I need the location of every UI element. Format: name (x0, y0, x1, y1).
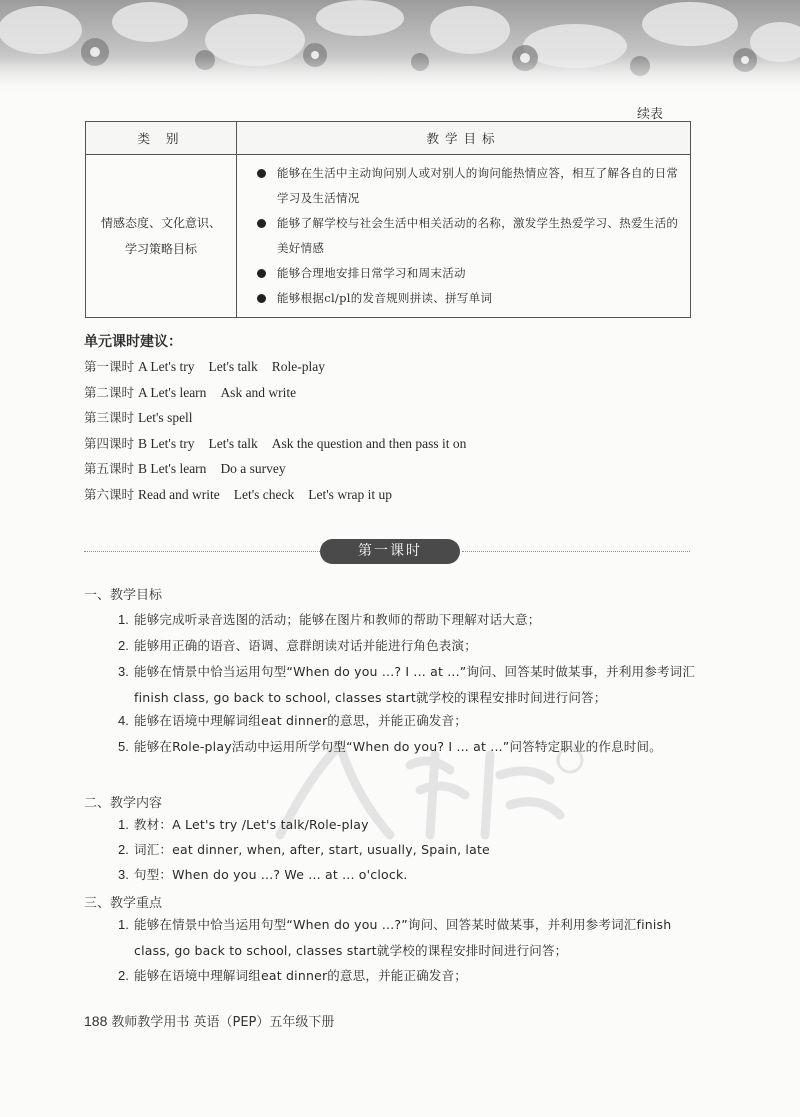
banner-divider-left (84, 551, 320, 552)
lesson-activity: Let's check (233, 486, 295, 502)
list-item: 1. 教材：A Let's try /Let's talk/Role-play (118, 817, 369, 832)
lesson-activity: Let's talk (208, 435, 258, 451)
lesson-activity: Let's spell (138, 410, 193, 425)
category-line: 情感态度、文化意识、 (100, 216, 221, 230)
lesson-label: 第五课时 (84, 461, 135, 476)
list-item: 2. 能够在语境中理解词组eat dinner的意思，并能正确发音； (118, 968, 468, 983)
list-item: 3. 能够在情景中恰当运用句型“When do you ...? I ... at ...”询问、回答某时做某事，并利用参考词汇finish class, go back to school, classes start就学校的课程安排时间进行问答； (118, 664, 696, 705)
section-banner: 第一课时 (320, 539, 460, 564)
lesson-label: 第一课时 (84, 359, 135, 374)
list-item: 2. 词汇：eat dinner, when, after, start, usually, Spain, late (118, 842, 490, 857)
lesson-activity: Let's talk (208, 359, 258, 374)
lesson-activity: Role-play (271, 359, 325, 374)
lesson-suggestions-title: 单元课时建议： (84, 334, 182, 350)
banner-divider-right (462, 551, 690, 552)
list-item: 能够了解学校与社会生活中相关活动的名称，激发学生热爱学习、热爱生活的美好情感 (255, 211, 682, 261)
book-title: 教师教学用书 英语（PEP）五年级下册 (111, 1015, 335, 1030)
list-item: 3. 句型：When do you ...? We ... at ... o'clock. (118, 867, 408, 882)
goals-cell (237, 155, 691, 318)
list-item: 能够在生活中主动询问别人或对别人的询问能热情应答，相互了解各自的日常学习及生活情况 (255, 161, 682, 211)
lesson-activity: Ask and write (220, 384, 297, 400)
list-item: 1. 能够完成听录音选图的活动；能够在图片和教师的帮助下理解对话大意； (118, 612, 541, 627)
list-item: 能够合理地安排日常学习和周末活动 (255, 261, 682, 286)
list-item (84, 431, 480, 457)
list-item: 1. 能够在情景中恰当运用句型“When do you ...?”询问、回答某时做某事，并利用参考词汇finish class, go back to school, classes start就学校的课程安排时间进行问答； (118, 917, 672, 958)
lesson-activity: Ask the question and then pass it on (271, 435, 467, 451)
list-item: 4. 能够在语境中理解词组eat dinner的意思，并能正确发音； (118, 713, 468, 728)
section-heading-objectives: 一、教学目标 (84, 588, 163, 603)
lesson-activity: B Let's try (138, 435, 195, 451)
section-heading-content: 二、教学内容 (84, 796, 163, 811)
bullet-icon (257, 219, 266, 228)
list-item (84, 482, 480, 508)
table-row (86, 155, 691, 318)
list-item: 5. 能够在Role-play活动中运用所学句型“When do you? I ... at ...”问答特定职业的作息时间。 (118, 739, 662, 754)
lesson-activity: B Let's learn (138, 461, 207, 476)
lesson-activity: A Let's learn (138, 384, 207, 400)
teaching-goals-table (85, 121, 691, 318)
list-item (84, 405, 480, 431)
lesson-activity: Let's wrap it up (308, 486, 393, 502)
column-header-goals: 教学目标 (237, 122, 691, 155)
lesson-suggestions-list (84, 354, 480, 507)
page-number: 188 (84, 1013, 108, 1029)
list-item (84, 380, 480, 406)
bullet-icon (257, 269, 266, 278)
list-item: 能够根据cl/pl的发音规则拼读、拼写单词 (255, 286, 682, 311)
category-cell (86, 155, 237, 318)
lesson-label: 第二课时 (84, 384, 135, 400)
floral-header-decoration (0, 0, 800, 96)
bullet-icon (257, 294, 266, 303)
lesson-label: 第四课时 (84, 435, 135, 451)
category-line: 学习策略目标 (124, 242, 197, 256)
continued-label: 续表 (637, 107, 664, 122)
lesson-label: 第三课时 (84, 410, 135, 425)
column-header-category: 类 别 (86, 122, 237, 155)
lesson-activity: Read and write (138, 486, 220, 502)
lesson-label: 第六课时 (84, 486, 135, 502)
bullet-icon (257, 169, 266, 178)
lesson-activity: A Let's try (138, 359, 195, 374)
table-header-row (86, 122, 691, 155)
page-footer (84, 1011, 334, 1030)
goals-list (255, 161, 682, 311)
list-item (84, 456, 480, 482)
list-item: 2. 能够用正确的语音、语调、意群朗读对话并能进行角色表演； (118, 638, 477, 653)
lesson-activity: Do a survey (220, 461, 286, 476)
section-heading-key-points: 三、教学重点 (84, 896, 163, 911)
list-item (84, 354, 480, 380)
